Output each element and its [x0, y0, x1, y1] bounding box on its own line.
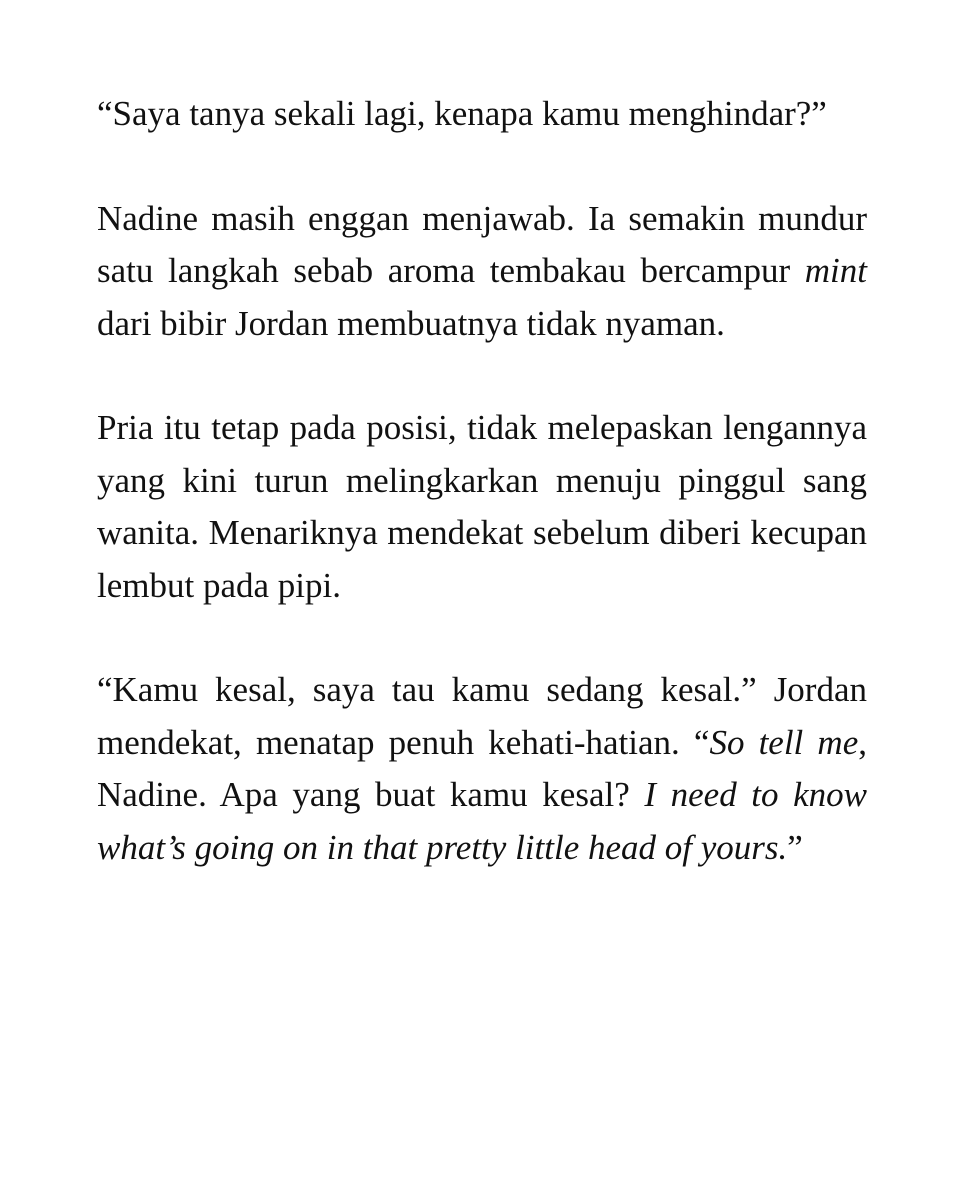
paragraph-4-text-1: “Kamu kesal, saya tau kamu sedang kesal.” Jordan mendekat, menatap penuh kehati-hatian. “	[97, 670, 867, 762]
paragraph-2-italic-mint: mint	[804, 251, 867, 290]
document-page	[97, 88, 867, 874]
paragraph-3	[97, 402, 867, 612]
paragraph-4-text-2: , Nadine. Apa yang buat kamu kesal?	[97, 722, 867, 814]
paragraph-3-text-1: Pria itu tetap pada posisi, tidak melepaskan lengannya yang kini turun melingkarkan menuju pinggul sang wanita. Menariknya mendekat sebelum diberi kecupan lembut pada pipi.	[97, 408, 867, 605]
paragraph-4-closing-quote: ”	[787, 827, 803, 867]
paragraph-4-italic-english-line: I need to know what’s going on in that pretty little head of yours.	[97, 775, 868, 867]
paragraph-2	[97, 193, 867, 351]
paragraph-1-text-1: “Saya tanya sekali lagi, kenapa kamu menghindar?”	[97, 94, 827, 133]
paragraph-4-italic-so-tell-me: So tell me	[709, 722, 859, 762]
paragraph-2-text-2: dari bibir Jordan membuatnya tidak nyaman.	[97, 303, 725, 343]
paragraph-2-text-1: Nadine masih enggan menjawab. Ia semakin mundur satu langkah sebab aroma tembakau bercampur	[97, 198, 867, 290]
paragraph-1	[97, 88, 867, 141]
paragraph-4	[97, 664, 867, 874]
